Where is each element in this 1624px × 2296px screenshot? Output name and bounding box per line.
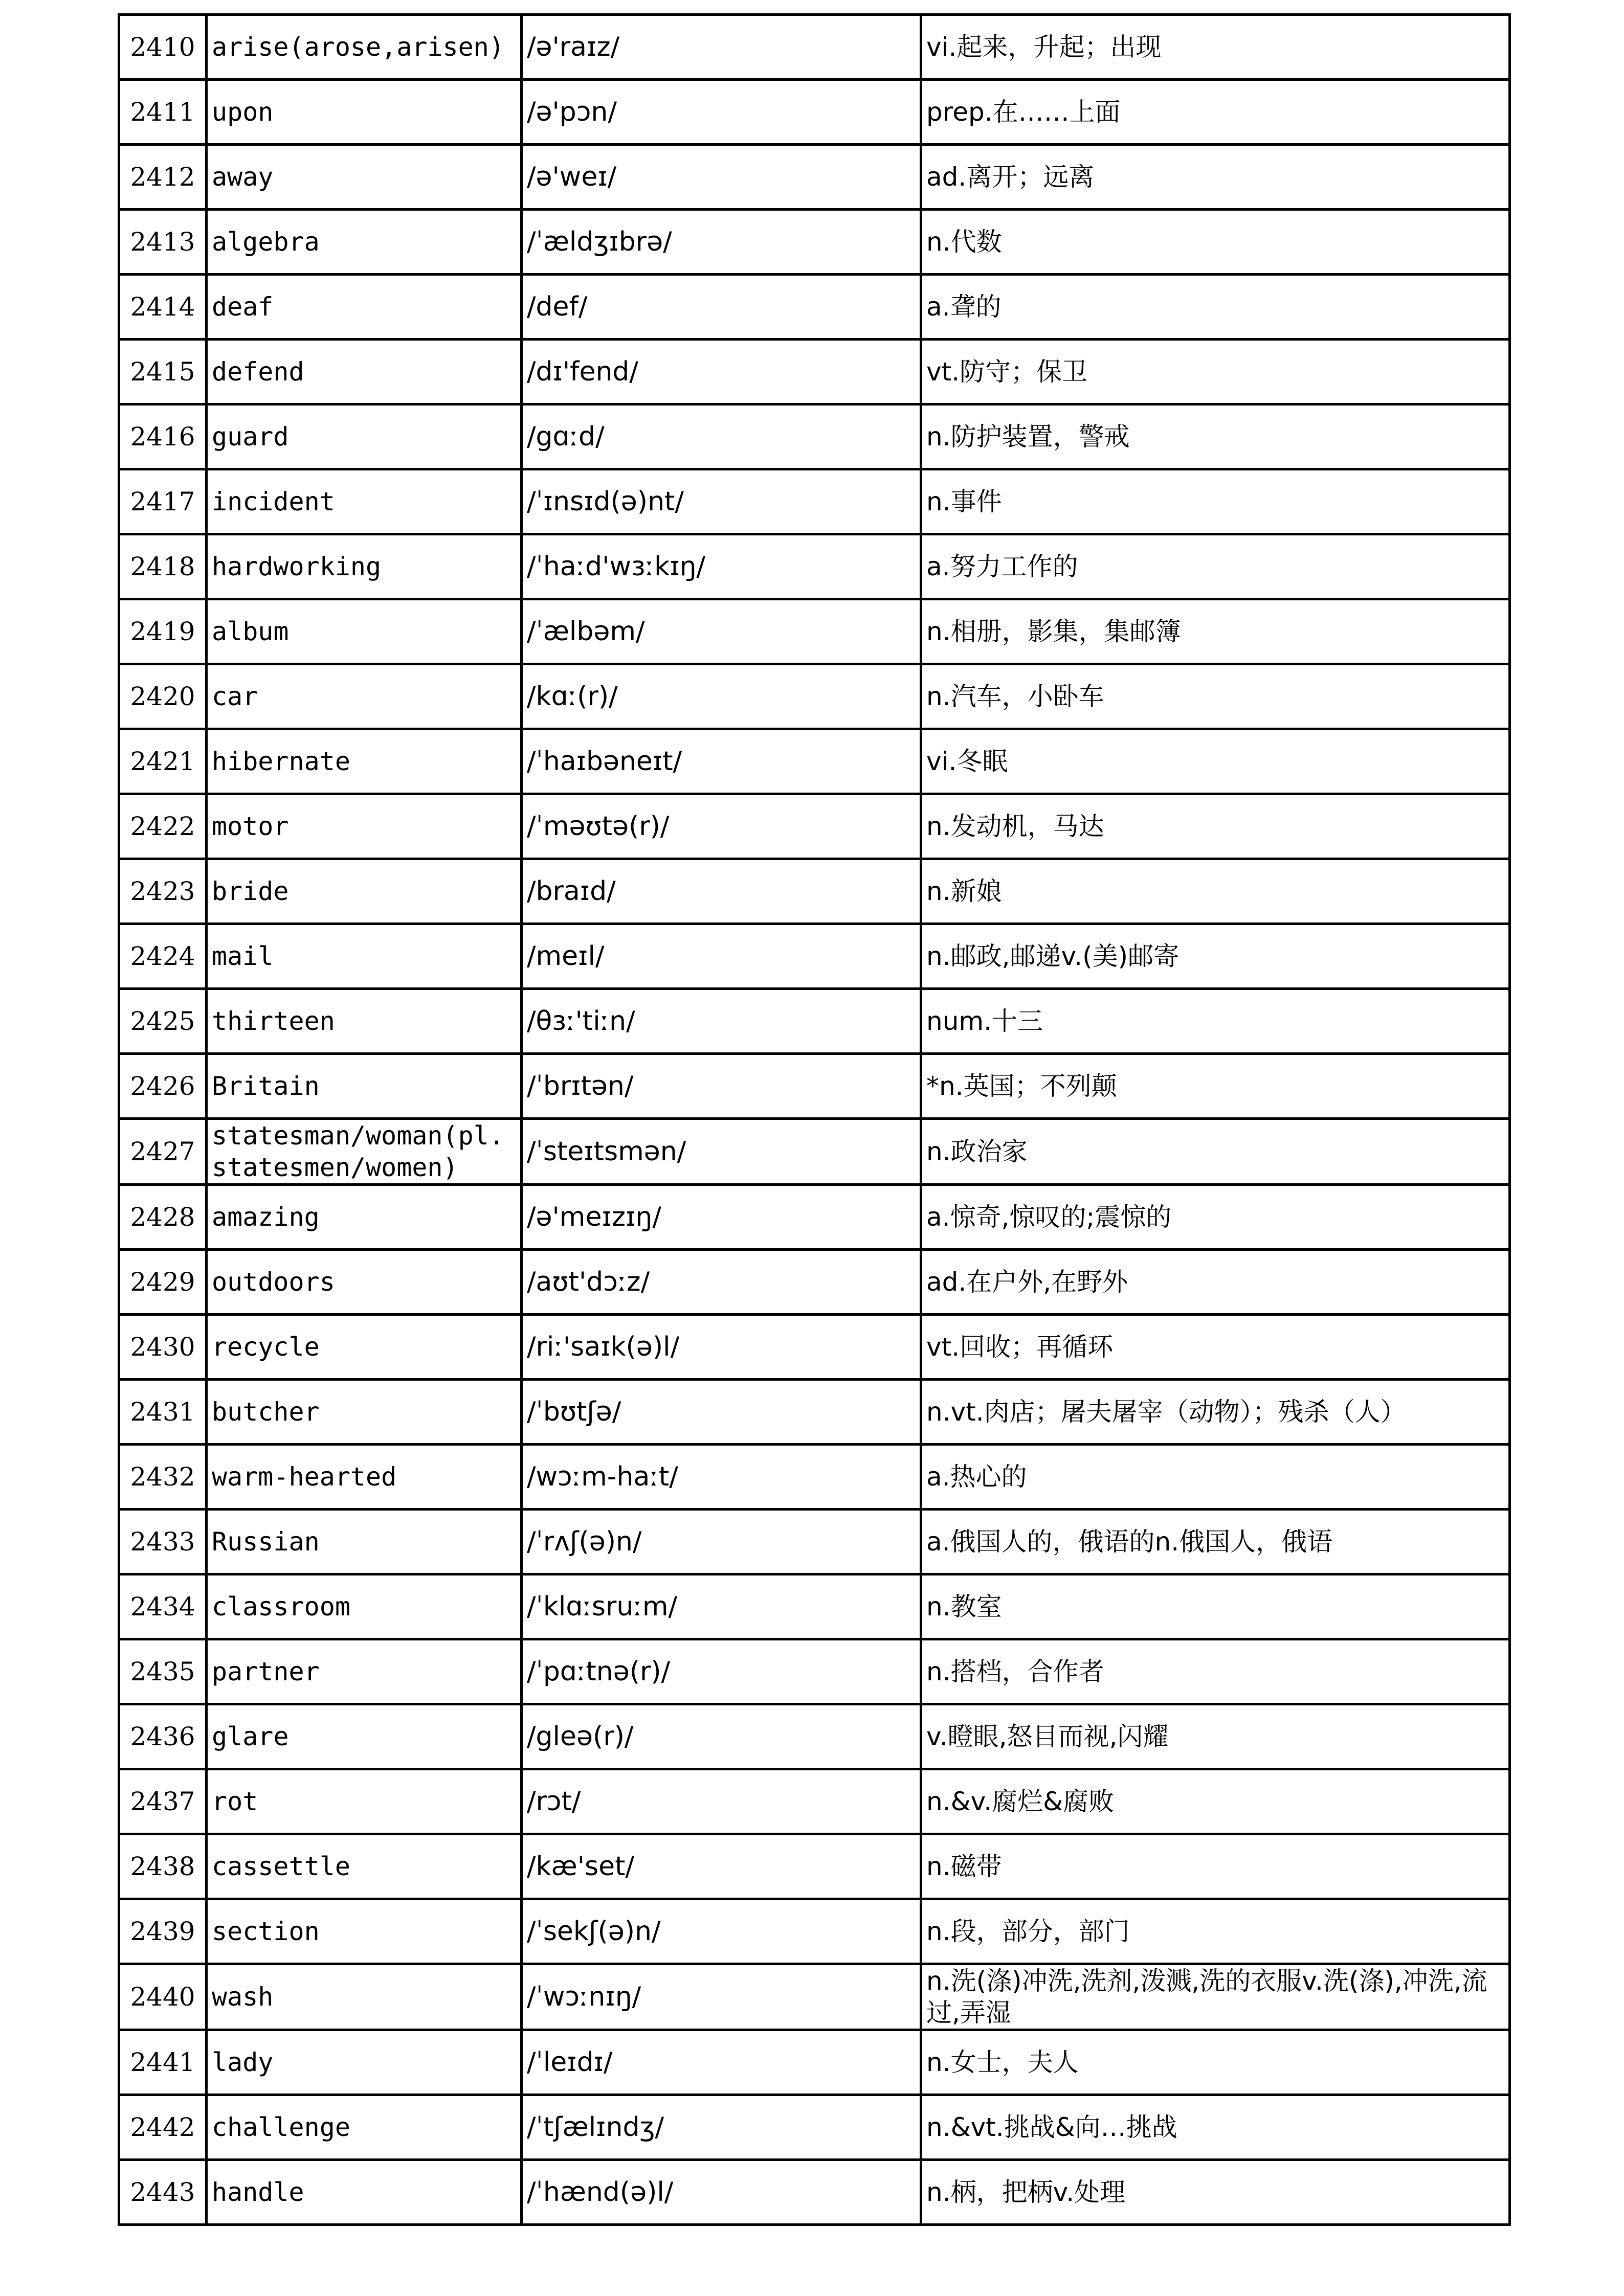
entry-phonetic: /ə'raɪz/ <box>522 15 921 80</box>
entry-number: 2417 <box>119 469 207 534</box>
entry-definition: a.聋的 <box>921 275 1510 340</box>
entry-definition: a.惊奇,惊叹的;震惊的 <box>921 1185 1510 1250</box>
entry-number: 2410 <box>119 15 207 80</box>
entry-phonetic: /kæ'set/ <box>522 1834 921 1899</box>
entry-definition: n.新娘 <box>921 859 1510 924</box>
table-row <box>119 15 1510 80</box>
entry-number: 2434 <box>119 1574 207 1639</box>
entry-number: 2411 <box>119 80 207 145</box>
entry-phonetic: /ˈtʃælɪndʒ/ <box>522 2095 921 2160</box>
table-row <box>119 989 1510 1054</box>
entry-phonetic: /wɔːm-haːt/ <box>522 1445 921 1510</box>
entry-number: 2421 <box>119 729 207 794</box>
entry-definition: n.代数 <box>921 210 1510 275</box>
entry-number: 2438 <box>119 1834 207 1899</box>
entry-definition: n.事件 <box>921 469 1510 534</box>
table-row <box>119 1639 1510 1704</box>
entry-phonetic: /braɪd/ <box>522 859 921 924</box>
entry-phonetic: /rɔt/ <box>522 1769 921 1834</box>
entry-number: 2433 <box>119 1510 207 1574</box>
entry-definition: n.搭档，合作者 <box>921 1639 1510 1704</box>
entry-definition: n.教室 <box>921 1574 1510 1639</box>
entry-phonetic: /ə'weɪ/ <box>522 145 921 210</box>
entry-definition: n.相册，影集，集邮簿 <box>921 599 1510 664</box>
entry-definition: n.发动机，马达 <box>921 794 1510 859</box>
entry-definition: n.邮政,邮递v.(美)邮寄 <box>921 924 1510 989</box>
table-row <box>119 664 1510 729</box>
entry-word: partner <box>207 1639 522 1704</box>
entry-definition: num.十三 <box>921 989 1510 1054</box>
entry-word: thirteen <box>207 989 522 1054</box>
entry-number: 2431 <box>119 1380 207 1445</box>
entry-number: 2440 <box>119 1964 207 2030</box>
entry-word: outdoors <box>207 1250 522 1315</box>
entry-word: algebra <box>207 210 522 275</box>
entry-definition: n.vt.肉店；屠夫屠宰（动物）；残杀（人） <box>921 1380 1510 1445</box>
entry-number: 2427 <box>119 1119 207 1185</box>
entry-definition: n.&vt.挑战&向…挑战 <box>921 2095 1510 2160</box>
entry-word: cassettle <box>207 1834 522 1899</box>
table-row <box>119 1899 1510 1964</box>
entry-phonetic: /ə'meɪzɪŋ/ <box>522 1185 921 1250</box>
table-row <box>119 1964 1510 2030</box>
table-row <box>119 1380 1510 1445</box>
entry-phonetic: /def/ <box>522 275 921 340</box>
table-row <box>119 1704 1510 1769</box>
table-row <box>119 80 1510 145</box>
entry-definition: a.努力工作的 <box>921 534 1510 599</box>
table-row <box>119 1510 1510 1574</box>
entry-number: 2443 <box>119 2160 207 2225</box>
entry-word: recycle <box>207 1315 522 1380</box>
table-row <box>119 340 1510 404</box>
entry-number: 2441 <box>119 2030 207 2095</box>
entry-word: upon <box>207 80 522 145</box>
table-row <box>119 1445 1510 1510</box>
table-row <box>119 2030 1510 2095</box>
entry-word: album <box>207 599 522 664</box>
entry-word: classroom <box>207 1574 522 1639</box>
entry-number: 2419 <box>119 599 207 664</box>
entry-definition: n.&v.腐烂&腐败 <box>921 1769 1510 1834</box>
entry-word: defend <box>207 340 522 404</box>
entry-word: car <box>207 664 522 729</box>
table-row <box>119 1574 1510 1639</box>
entry-definition: n.政治家 <box>921 1119 1510 1185</box>
entry-definition: prep.在……上面 <box>921 80 1510 145</box>
entry-number: 2418 <box>119 534 207 599</box>
entry-word: Britain <box>207 1054 522 1119</box>
table-row <box>119 924 1510 989</box>
entry-number: 2428 <box>119 1185 207 1250</box>
entry-word: guard <box>207 404 522 469</box>
entry-word: motor <box>207 794 522 859</box>
entry-word: wash <box>207 1964 522 2030</box>
entry-phonetic: /ˈɪnsɪd(ə)nt/ <box>522 469 921 534</box>
entry-phonetic: /ˈwɔːnɪŋ/ <box>522 1964 921 2030</box>
entry-phonetic: /kɑː(r)/ <box>522 664 921 729</box>
entry-number: 2435 <box>119 1639 207 1704</box>
entry-definition: n.柄，把柄v.处理 <box>921 2160 1510 2225</box>
entry-number: 2420 <box>119 664 207 729</box>
entry-definition: *n.英国；不列颠 <box>921 1054 1510 1119</box>
entry-phonetic: /gɑːd/ <box>522 404 921 469</box>
entry-word: arise(arose,arisen) <box>207 15 522 80</box>
entry-phonetic: /ˈleɪdɪ/ <box>522 2030 921 2095</box>
entry-phonetic: /ˈpɑːtnə(r)/ <box>522 1639 921 1704</box>
entry-number: 2423 <box>119 859 207 924</box>
table-row <box>119 2095 1510 2160</box>
entry-number: 2439 <box>119 1899 207 1964</box>
entry-number: 2415 <box>119 340 207 404</box>
entry-word: deaf <box>207 275 522 340</box>
table-row <box>119 859 1510 924</box>
table-row <box>119 1315 1510 1380</box>
table-row <box>119 1054 1510 1119</box>
entry-word: away <box>207 145 522 210</box>
entry-word: handle <box>207 2160 522 2225</box>
entry-number: 2413 <box>119 210 207 275</box>
entry-definition: n.洗(涤)冲洗,洗剂,泼溅,洗的衣服v.洗(涤),冲洗,流过,弄湿 <box>921 1964 1510 2030</box>
table-row <box>119 1769 1510 1834</box>
table-row <box>119 404 1510 469</box>
entry-phonetic: /ˈməʊtə(r)/ <box>522 794 921 859</box>
entry-phonetic: /gleə(r)/ <box>522 1704 921 1769</box>
entry-definition: ad.离开；远离 <box>921 145 1510 210</box>
entry-definition: n.防护装置，警戒 <box>921 404 1510 469</box>
table-row <box>119 210 1510 275</box>
vocabulary-table <box>118 13 1511 2226</box>
entry-definition: a.俄国人的，俄语的n.俄国人，俄语 <box>921 1510 1510 1574</box>
entry-word: hibernate <box>207 729 522 794</box>
entry-word: butcher <box>207 1380 522 1445</box>
entry-definition: vt.防守；保卫 <box>921 340 1510 404</box>
table-row <box>119 469 1510 534</box>
table-row <box>119 1834 1510 1899</box>
entry-word: incident <box>207 469 522 534</box>
entry-number: 2442 <box>119 2095 207 2160</box>
entry-number: 2422 <box>119 794 207 859</box>
vocabulary-table-body <box>119 15 1510 2225</box>
entry-number: 2437 <box>119 1769 207 1834</box>
entry-number: 2430 <box>119 1315 207 1380</box>
entry-word: glare <box>207 1704 522 1769</box>
table-row <box>119 2160 1510 2225</box>
entry-definition: v.瞪眼,怒目而视,闪耀 <box>921 1704 1510 1769</box>
entry-phonetic: /riː'saɪk(ə)l/ <box>522 1315 921 1380</box>
table-row <box>119 1119 1510 1185</box>
entry-phonetic: /ˈsekʃ(ə)n/ <box>522 1899 921 1964</box>
entry-phonetic: /ˈælbəm/ <box>522 599 921 664</box>
entry-definition: vt.回收；再循环 <box>921 1315 1510 1380</box>
entry-number: 2432 <box>119 1445 207 1510</box>
entry-word: mail <box>207 924 522 989</box>
table-row <box>119 1185 1510 1250</box>
entry-phonetic: /ˈbʊtʃə/ <box>522 1380 921 1445</box>
entry-word: rot <box>207 1769 522 1834</box>
entry-number: 2436 <box>119 1704 207 1769</box>
entry-word: hardworking <box>207 534 522 599</box>
table-row <box>119 534 1510 599</box>
entry-number: 2426 <box>119 1054 207 1119</box>
entry-definition: vi.起来，升起；出现 <box>921 15 1510 80</box>
entry-number: 2424 <box>119 924 207 989</box>
table-row <box>119 275 1510 340</box>
entry-phonetic: /meɪl/ <box>522 924 921 989</box>
entry-number: 2429 <box>119 1250 207 1315</box>
entry-definition: vi.冬眠 <box>921 729 1510 794</box>
entry-phonetic: /ˈklɑːsruːm/ <box>522 1574 921 1639</box>
entry-word: Russian <box>207 1510 522 1574</box>
entry-word: section <box>207 1899 522 1964</box>
entry-phonetic: /ˈhaɪbəneɪt/ <box>522 729 921 794</box>
entry-definition: ad.在户外,在野外 <box>921 1250 1510 1315</box>
table-row <box>119 599 1510 664</box>
entry-word: statesman/woman(pl.statesmen/women) <box>207 1119 522 1185</box>
table-row <box>119 794 1510 859</box>
entry-definition: n.汽车，小卧车 <box>921 664 1510 729</box>
entry-word: warm-hearted <box>207 1445 522 1510</box>
entry-phonetic: /ˈhaːd'wɜːkɪŋ/ <box>522 534 921 599</box>
entry-phonetic: /ə'pɔn/ <box>522 80 921 145</box>
table-row <box>119 1250 1510 1315</box>
entry-number: 2414 <box>119 275 207 340</box>
entry-definition: n.女士，夫人 <box>921 2030 1510 2095</box>
entry-phonetic: /aʊt'dɔːz/ <box>522 1250 921 1315</box>
entry-number: 2425 <box>119 989 207 1054</box>
entry-definition: n.段，部分，部门 <box>921 1899 1510 1964</box>
entry-phonetic: /ˈsteɪtsmən/ <box>522 1119 921 1185</box>
entry-word: bride <box>207 859 522 924</box>
entry-phonetic: /ˈældʒɪbrə/ <box>522 210 921 275</box>
entry-definition: a.热心的 <box>921 1445 1510 1510</box>
entry-phonetic: /ˈbrɪtən/ <box>522 1054 921 1119</box>
entry-phonetic: /ˈhænd(ə)l/ <box>522 2160 921 2225</box>
entry-phonetic: /ˈrʌʃ(ə)n/ <box>522 1510 921 1574</box>
table-row <box>119 729 1510 794</box>
entry-phonetic: /θɜː'tiːn/ <box>522 989 921 1054</box>
entry-phonetic: /dɪ'fend/ <box>522 340 921 404</box>
entry-definition: n.磁带 <box>921 1834 1510 1899</box>
table-row <box>119 145 1510 210</box>
entry-word: amazing <box>207 1185 522 1250</box>
entry-word: challenge <box>207 2095 522 2160</box>
entry-number: 2416 <box>119 404 207 469</box>
entry-word: lady <box>207 2030 522 2095</box>
entry-number: 2412 <box>119 145 207 210</box>
